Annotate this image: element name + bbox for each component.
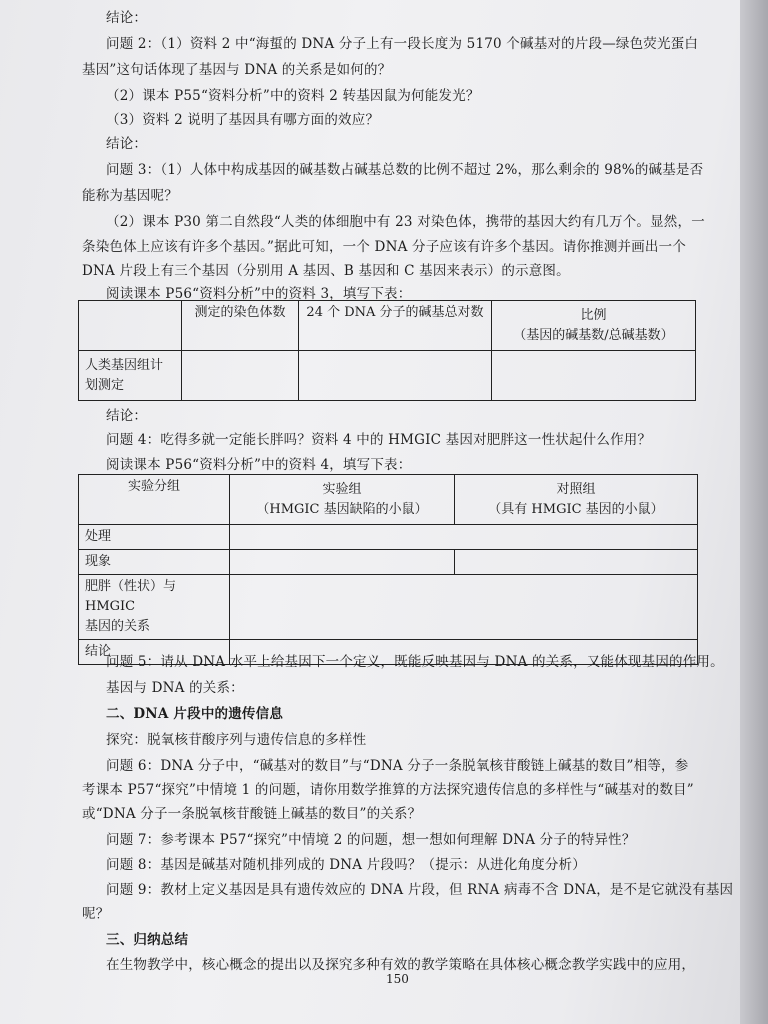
table-header-line: （HMGIC 基因缺陷的小鼠） — [256, 501, 428, 517]
table-header: 24 个 DNA 分子的碱基总对数 — [299, 301, 492, 351]
text-line: 问题 6：DNA 分子中，“碱基对的数目”与“DNA 分子一条脱氧核苷酸链上碱基的数目”相等，参 — [106, 758, 689, 774]
text-line: （3）资料 2 说明了基因具有哪方面的效应？ — [106, 112, 380, 128]
text-line: 条染色体上应该有许多个基因。”据此可知，一个 DNA 分子应该有许多个基因。请你推测并画出一个 — [82, 239, 687, 255]
table-row-header — [79, 575, 230, 640]
text-line: 问题 7：参考课本 P57“探究”中情境 2 的问题，想一想如何理解 DNA 分子的特异性？ — [106, 832, 636, 848]
text-line: 阅读课本 P56“资料分析”中的资料 3，填写下表： — [106, 286, 412, 302]
text-line: （2）课本 P30 第二自然段“人类的体细胞中有 23 对染色体，携带的基因大约有几万个。显然，一 — [106, 214, 705, 230]
table-cell — [492, 351, 696, 401]
table-header — [492, 301, 696, 351]
table-cell — [455, 550, 698, 575]
table-hmgic — [78, 474, 698, 665]
table-header-line: 比例 — [580, 307, 607, 323]
text-line: 基因与 DNA 的关系： — [106, 680, 244, 696]
row-label-line: 基因的关系 — [85, 619, 151, 634]
table-row-header — [79, 351, 182, 401]
text-line: 问题 2：（1）资料 2 中“海蜇的 DNA 分子上有一段长度为 5170 个碱基对的片段—绿色荧光蛋白 — [106, 36, 699, 52]
text-line: 基因”这句话体现了基因与 DNA 的关系是如何的？ — [82, 62, 392, 78]
page-number: 150 — [386, 972, 409, 986]
text-line: 问题 9：教材上定义基因是具有遗传效应的 DNA 片段，但 RNA 病毒不含 DNA，是不是它就没有基因 — [106, 882, 734, 898]
section-heading: 三、归纳总结 — [106, 932, 189, 948]
table-chromosome — [78, 300, 696, 401]
table-header-line: （基因的碱基数/总碱基数） — [513, 327, 674, 343]
section-heading: 二、DNA 片段中的遗传信息 — [106, 706, 284, 722]
text-line: 或“DNA 分子一条脱氧核苷酸链上碱基的数目”的关系？ — [82, 806, 422, 822]
table-row-header: 结论 — [79, 640, 230, 665]
text-line: 探究：脱氧核苷酸序列与遗传信息的多样性 — [106, 732, 367, 748]
text-line: 问题 8：基因是碱基对随机排列成的 DNA 片段吗？（提示：从进化角度分析） — [106, 857, 586, 873]
table-header: 实验分组 — [79, 475, 230, 525]
table-header — [230, 475, 455, 525]
table-row-header: 处理 — [79, 525, 230, 550]
table-cell — [79, 301, 182, 351]
row-label-line: 肥胖（性状）与 HMGIC — [85, 579, 177, 614]
text-line: 阅读课本 P56“资料分析”中的资料 4，填写下表： — [106, 457, 412, 473]
text-line: DNA 片段上有三个基因（分别用 A 基因、B 基因和 C 基因来表示）的示意图。 — [82, 263, 570, 279]
text-line: 呢？ — [82, 906, 110, 922]
table-header — [455, 475, 698, 525]
table-cell — [230, 550, 455, 575]
table-header-line: 对照组 — [556, 481, 596, 497]
text-line: 结论： — [106, 10, 148, 26]
table-cell — [182, 351, 299, 401]
table-header-line: （具有 HMGIC 基因的小鼠） — [488, 501, 664, 517]
text-line: 在生物教学中，核心概念的提出以及探究多种有效的教学策略在具体核心概念教学实践中的应用， — [106, 957, 696, 973]
text-line: 问题 4：吃得多就一定能长胖吗？资料 4 中的 HMGIC 基因对肥胖这一性状起什么作用？ — [106, 432, 652, 448]
text-line: 结论： — [106, 408, 148, 424]
table-cell — [230, 525, 698, 550]
table-cell — [230, 575, 698, 640]
row-label-line: 人类基因组计 — [85, 357, 164, 373]
text-line: 结论： — [106, 136, 148, 152]
text-line: 能称为基因呢？ — [82, 188, 178, 204]
row-label-line: 划测定 — [85, 377, 125, 393]
table-header: 测定的染色体数 — [182, 301, 299, 351]
table-row-header: 现象 — [79, 550, 230, 575]
text-line: 问题 5：请从 DNA 水平上给基因下一个定义，既能反映基因与 DNA 的关系，又能体现基因的作用。 — [106, 654, 724, 670]
text-line: （2）课本 P55“资料分析”中的资料 2 转基因鼠为何能发光？ — [106, 88, 480, 104]
table-header-line: 实验组 — [322, 481, 362, 497]
page-edge — [740, 0, 768, 1024]
text-line: 考课本 P57“探究”中情境 1 的问题，请你用数学推算的方法探究遗传信息的多样性与“碱基对的数目” — [82, 782, 694, 798]
table-cell — [299, 351, 492, 401]
text-line: 问题 3：（1）人体中构成基因的碱基数占碱基总数的比例不超过 2%，那么剩余的 98%的碱基是否 — [106, 162, 704, 178]
